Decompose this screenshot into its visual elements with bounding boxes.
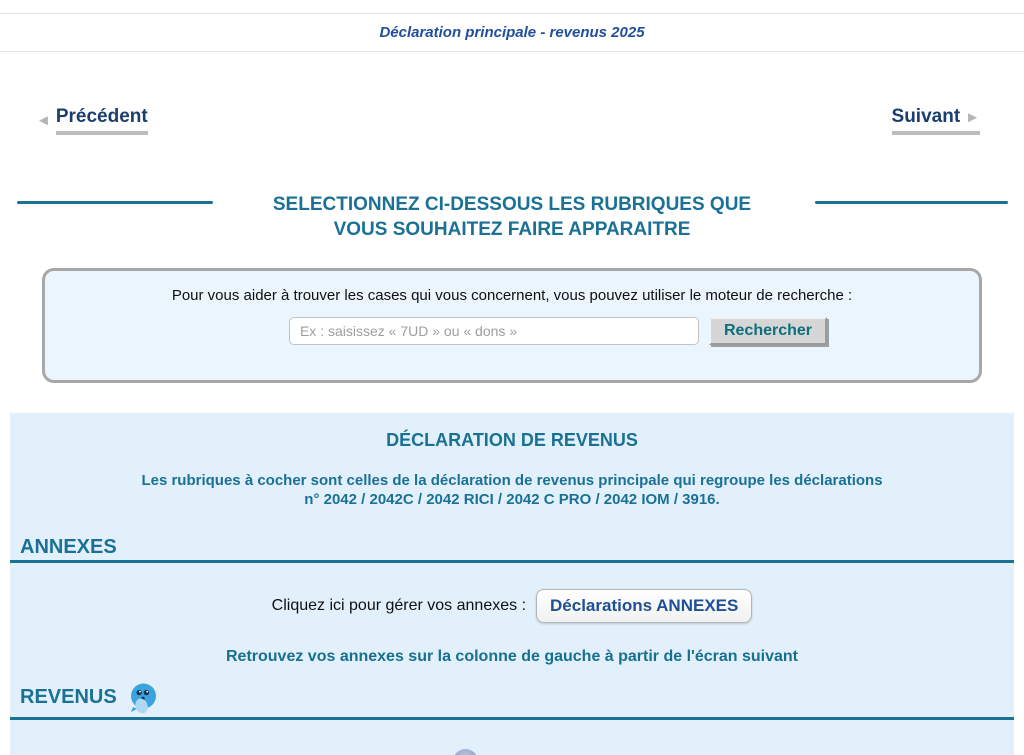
next-link-label: Suivant	[891, 106, 961, 127]
declaration-panel-title: DÉCLARATION DE REVENUS	[386, 430, 638, 450]
mascot-shushing-face-icon	[129, 683, 158, 714]
previous-arrow-icon: ◄	[36, 112, 51, 129]
declarations-annexes-button[interactable]: Déclarations ANNEXES	[536, 589, 752, 623]
section-heading-line2: VOUS SOUHAITEZ FAIRE APPARAITRE	[333, 219, 691, 240]
annexes-hint: Retrouvez vos annexes sur la colonne de gauche à partir de l'écran suivant	[226, 648, 798, 665]
previous-link[interactable]	[36, 106, 148, 135]
section-heading-line1: SELECTIONNEZ CI-DESSOUS LES RUBRIQUES QUE	[272, 194, 752, 215]
annexes-section-rule	[10, 560, 1014, 563]
annexes-section-label: ANNEXES	[20, 536, 117, 558]
section-heading	[0, 192, 1024, 242]
page-title-bar	[0, 13, 1024, 52]
search-instruction: Pour vous aider à trouver les cases qui vous concernent, vous pouvez utiliser le moteur de recherche :	[171, 287, 853, 304]
description-line2: n° 2042 / 2042C / 2042 RICI / 2042 C PRO / 2042 IOM / 3916.	[304, 491, 720, 508]
annexes-manage-text: Cliquez ici pour gérer vos annexes :	[271, 597, 527, 614]
previous-link-label: Précédent	[55, 106, 148, 127]
search-button[interactable]: Rechercher	[709, 317, 827, 345]
search-helper-panel	[42, 268, 982, 383]
page-title: Déclaration principale - revenus 2025	[379, 24, 645, 41]
revenus-section-header	[20, 683, 158, 714]
revenus-section-label: REVENUS	[20, 686, 117, 708]
revenus-section-rule	[10, 717, 1014, 720]
description-line1: Les rubriques à cocher sont celles de la déclaration de revenus principale qui regroupe les déclarations	[141, 472, 883, 489]
next-arrow-icon: ►	[965, 108, 980, 126]
declaration-panel-description	[10, 471, 1014, 509]
search-input[interactable]	[289, 317, 699, 345]
partial-circle-icon	[453, 749, 478, 755]
next-link[interactable]	[892, 106, 980, 135]
declaration-panel	[10, 413, 1014, 755]
annexes-manage-row	[10, 589, 1014, 623]
search-row	[91, 317, 1024, 345]
